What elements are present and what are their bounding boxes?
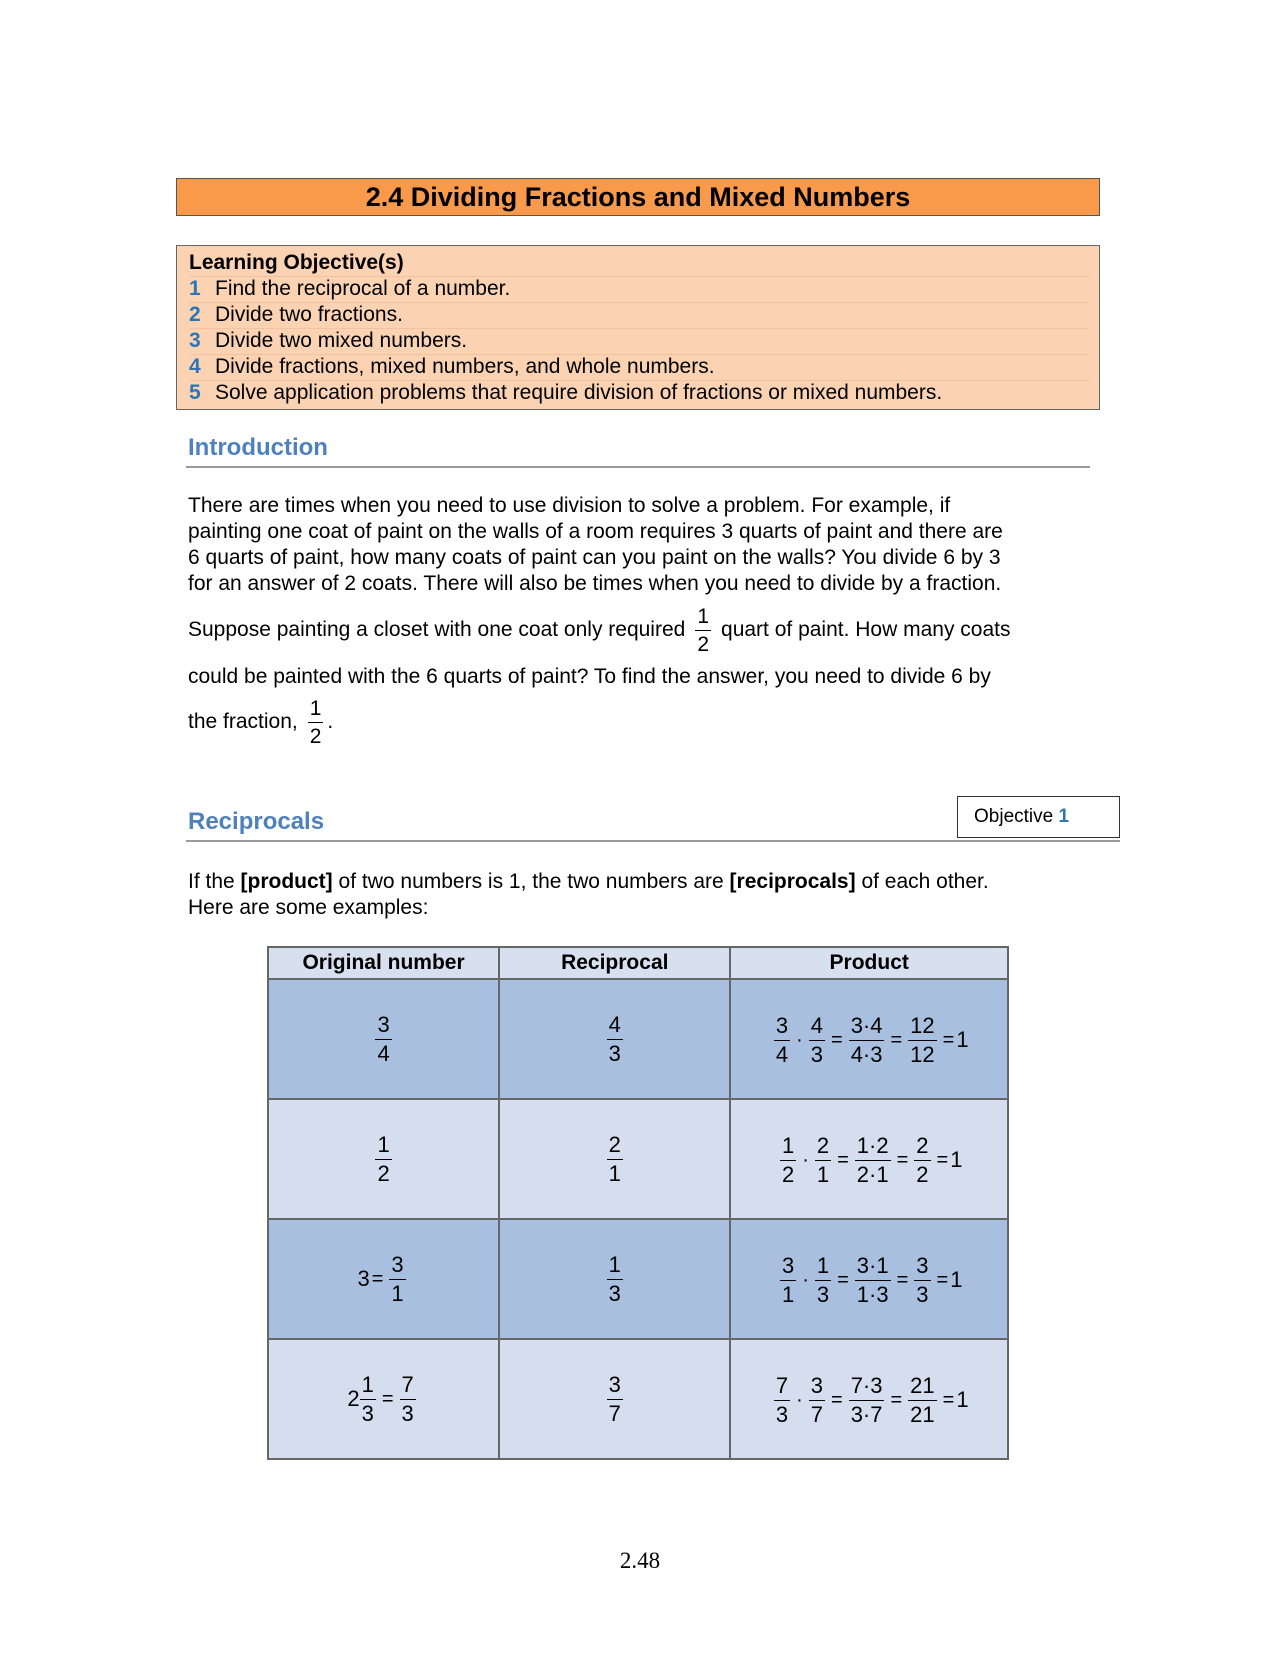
equals-sign: = (831, 1388, 843, 1411)
result-fraction (908, 1012, 936, 1067)
examples-intro: Here are some examples: (188, 896, 429, 919)
numerator: 3 (775, 1012, 789, 1038)
denominator: 1 (608, 1160, 621, 1186)
intro-text: . (327, 710, 334, 733)
numerator: 2 (916, 1132, 929, 1158)
fraction-denominator: 2 (697, 632, 710, 656)
intro-line: could be painted with the 6 quarts of paint? To find the answer, you need to divide 6 by (188, 665, 991, 688)
fraction-numerator: 1 (309, 696, 322, 720)
half-fraction (308, 698, 324, 747)
factor-fraction (815, 1132, 831, 1187)
factor-fraction (774, 1372, 790, 1427)
table-header-row (268, 947, 1008, 979)
denominator: 1 (391, 1280, 404, 1306)
original-number-cell (268, 1219, 499, 1339)
fraction-bar (914, 1280, 930, 1281)
denominator: 7 (608, 1400, 621, 1426)
original-fraction (389, 1251, 405, 1306)
numerator: 2 (816, 1132, 830, 1158)
numerator: 4 (608, 1011, 621, 1037)
multiply-dot: · (802, 1268, 809, 1291)
objective-badge (957, 796, 1120, 838)
denominator: 3 (816, 1281, 830, 1307)
objective-item (189, 302, 1089, 329)
numerator: 3 (810, 1372, 823, 1398)
denominator: 1 (781, 1281, 795, 1307)
equals-sign: = (896, 1268, 909, 1291)
denominator: 3 (608, 1040, 621, 1066)
equals-sign: = (942, 1028, 955, 1051)
equals-sign: = (371, 1267, 384, 1290)
denominator: 3 (775, 1401, 789, 1427)
intro-line: for an answer of 2 coats. There will also be times when you need to divide by a fraction. (188, 572, 1002, 595)
factor-fraction (815, 1252, 831, 1307)
result-fraction (914, 1252, 930, 1307)
fraction-bar (389, 1279, 405, 1280)
improper-fraction (400, 1371, 416, 1426)
fraction-bar (849, 1400, 885, 1401)
combined-fraction (849, 1012, 885, 1067)
objective-number: 5 (189, 381, 201, 404)
product-result: 1 (950, 1147, 963, 1172)
objective-number: 1 (189, 277, 201, 300)
equals-sign: = (831, 1028, 843, 1051)
original-number-cell (268, 1339, 499, 1459)
equals-sign: = (381, 1387, 394, 1410)
reciprocal-cell (499, 1339, 730, 1459)
term-reciprocals: [reciprocals] (729, 870, 856, 893)
fraction-numerator: 1 (697, 604, 710, 628)
numerator: 7 (775, 1372, 789, 1398)
reciprocal-fraction (607, 1251, 623, 1306)
learning-objectives-box (176, 245, 1100, 410)
page-number: 2.48 (619, 1548, 661, 1573)
fraction-bar (400, 1399, 416, 1400)
reciprocals-table (267, 946, 1009, 1460)
numerator: 1·2 (856, 1132, 889, 1158)
original-fraction (375, 1011, 391, 1066)
half-fraction (695, 606, 711, 655)
definition-text: of each other. (855, 870, 989, 893)
intro-text: Suppose painting a closet with one coat only required (188, 618, 686, 641)
denominator: 1 (816, 1161, 830, 1187)
numerator: 3 (916, 1252, 929, 1278)
fraction-bar (914, 1160, 930, 1161)
fraction-bar (809, 1040, 825, 1041)
definition-text: of two numbers is 1, the two numbers are (332, 870, 730, 893)
intro-text: the fraction, (188, 710, 298, 733)
fraction-bar (815, 1160, 831, 1161)
reciprocals-definition (188, 869, 989, 895)
denominator: 2·1 (856, 1161, 889, 1187)
factor-fraction (809, 1372, 825, 1427)
equals-sign: = (936, 1268, 949, 1291)
numerator: 1 (361, 1371, 374, 1397)
denominator: 2 (377, 1160, 390, 1186)
multiply-dot: · (796, 1388, 803, 1411)
fraction-bar (607, 1279, 623, 1280)
numerator: 12 (910, 1012, 935, 1038)
intro-text: quart of paint. How many coats (721, 618, 1011, 641)
equals-sign: = (936, 1148, 949, 1171)
fraction-bar (375, 1039, 391, 1040)
reciprocal-fraction (607, 1131, 623, 1186)
objective-text: Divide fractions, mixed numbers, and whole numbers. (215, 355, 715, 378)
objective-number: 4 (189, 355, 201, 378)
fraction-bar (360, 1399, 376, 1400)
header-product: Product (730, 947, 1008, 979)
multiply-dot: · (796, 1028, 803, 1051)
table-row (268, 1219, 1008, 1339)
reciprocal-fraction (607, 1011, 623, 1066)
combined-fraction (849, 1372, 885, 1427)
numerator: 7 (401, 1371, 414, 1397)
denominator: 12 (910, 1041, 935, 1067)
result-fraction (914, 1132, 930, 1187)
objective-item (189, 328, 1089, 355)
numerator: 3 (391, 1251, 404, 1277)
table-row (268, 979, 1008, 1099)
product-cell (730, 1219, 1008, 1339)
fraction-bar (774, 1400, 790, 1401)
denominator: 4·3 (850, 1041, 883, 1067)
objective-item (189, 380, 1089, 406)
numerator: 3 (608, 1371, 621, 1397)
header-reciprocal: Reciprocal (499, 947, 730, 979)
denominator: 3 (361, 1400, 374, 1426)
objective-text: Divide two mixed numbers. (215, 329, 468, 352)
combined-fraction (855, 1252, 891, 1307)
product-expression (770, 1012, 969, 1067)
denominator: 3 (810, 1041, 823, 1067)
product-cell (730, 1099, 1008, 1219)
intro-line (188, 600, 1011, 660)
numerator: 3·4 (850, 1012, 883, 1038)
fraction-denominator: 2 (309, 724, 322, 748)
numerator: 1 (816, 1252, 830, 1278)
definition-text: If the (188, 870, 241, 893)
objective-item (189, 276, 1089, 303)
result-fraction (908, 1372, 936, 1427)
reciprocal-cell (499, 1219, 730, 1339)
factor-fraction (780, 1252, 796, 1307)
factor-fraction (809, 1012, 825, 1067)
denominator: 2 (916, 1161, 929, 1187)
numerator: 1 (781, 1132, 795, 1158)
intro-line: There are times when you need to use division to solve a problem. For example, if (188, 494, 951, 517)
denominator: 21 (910, 1401, 935, 1427)
fraction-bar (774, 1040, 790, 1041)
numerator: 21 (910, 1372, 935, 1398)
equals-sign: = (890, 1388, 903, 1411)
multiply-dot: · (802, 1148, 809, 1171)
term-product: [product] (240, 870, 333, 893)
fraction-bar (815, 1280, 831, 1281)
objective-number: 3 (189, 329, 201, 352)
learning-objectives-heading: Learning Objective(s) (189, 250, 1089, 277)
equals-sign: = (896, 1148, 909, 1171)
numerator: 3 (377, 1011, 390, 1037)
reciprocals-rule (186, 840, 1120, 842)
objective-text: Divide two fractions. (215, 303, 403, 326)
objective-text: Find the reciprocal of a number. (215, 277, 511, 300)
section-title: 2.4 Dividing Fractions and Mixed Numbers (176, 178, 1100, 216)
product-cell (730, 979, 1008, 1099)
product-result: 1 (956, 1027, 969, 1052)
denominator: 2 (781, 1161, 795, 1187)
reciprocals-heading: Reciprocals (188, 808, 325, 835)
numerator: 3·1 (856, 1252, 889, 1278)
denominator: 3·7 (850, 1401, 883, 1427)
table-row (268, 1099, 1008, 1219)
denominator: 3 (916, 1281, 929, 1307)
original-number-cell (268, 1099, 499, 1219)
objective-number: 2 (189, 303, 201, 326)
fraction-bar (849, 1040, 885, 1041)
denominator: 1·3 (856, 1281, 889, 1307)
factor-fraction (780, 1132, 796, 1187)
product-expression (776, 1252, 963, 1307)
reciprocal-cell (499, 1099, 730, 1219)
objective-text: Solve application problems that require division of fractions or mixed numbers. (215, 381, 943, 404)
combined-fraction (855, 1132, 891, 1187)
fraction-bar (607, 1159, 623, 1160)
objective-badge-number: 1 (1058, 806, 1070, 827)
fraction-bar (908, 1040, 936, 1041)
mixed-fraction (360, 1371, 376, 1426)
fraction-bar (809, 1400, 825, 1401)
fraction-bar (308, 722, 324, 723)
objective-item (189, 354, 1089, 381)
fraction-bar (695, 630, 711, 631)
fraction-bar (908, 1400, 936, 1401)
reciprocal-fraction (607, 1371, 623, 1426)
objective-badge-label: Objective (974, 806, 1054, 827)
equals-sign: = (837, 1148, 849, 1171)
introduction-heading: Introduction (188, 434, 328, 461)
equals-sign: = (837, 1268, 849, 1291)
intro-line: 6 quarts of paint, how many coats of paint can you paint on the walls? You divide 6 by 3 (188, 546, 1001, 569)
denominator: 4 (377, 1040, 390, 1066)
denominator: 7 (810, 1401, 823, 1427)
whole-number: 3 (357, 1266, 370, 1291)
numerator: 4 (810, 1012, 823, 1038)
introduction-rule (186, 466, 1090, 468)
denominator: 3 (608, 1280, 621, 1306)
factor-fraction (774, 1012, 790, 1067)
numerator: 2 (608, 1131, 621, 1157)
original-expression (357, 1251, 409, 1306)
denominator: 4 (775, 1041, 789, 1067)
original-number-cell (268, 979, 499, 1099)
numerator: 1 (377, 1131, 390, 1157)
product-cell (730, 1339, 1008, 1459)
table-row (268, 1339, 1008, 1459)
fraction-bar (780, 1280, 796, 1281)
original-fraction (375, 1131, 391, 1186)
equals-sign: = (890, 1028, 903, 1051)
numerator: 3 (781, 1252, 795, 1278)
product-result: 1 (950, 1267, 963, 1292)
product-expression (770, 1372, 969, 1427)
intro-line (188, 692, 333, 752)
fraction-bar (780, 1160, 796, 1161)
fraction-bar (607, 1039, 623, 1040)
equals-sign: = (942, 1388, 955, 1411)
fraction-bar (855, 1280, 891, 1281)
fraction-bar (855, 1160, 891, 1161)
numerator: 7·3 (850, 1372, 883, 1398)
product-expression (776, 1132, 963, 1187)
reciprocal-cell (499, 979, 730, 1099)
numerator: 1 (608, 1251, 621, 1277)
denominator: 3 (401, 1400, 414, 1426)
product-result: 1 (956, 1387, 969, 1412)
original-expression (347, 1371, 419, 1426)
fraction-bar (607, 1399, 623, 1400)
header-original-number: Original number (268, 947, 499, 979)
mixed-whole: 2 (347, 1386, 360, 1411)
fraction-bar (375, 1159, 391, 1160)
intro-line: painting one coat of paint on the walls of a room requires 3 quarts of paint and there are (188, 520, 1003, 543)
